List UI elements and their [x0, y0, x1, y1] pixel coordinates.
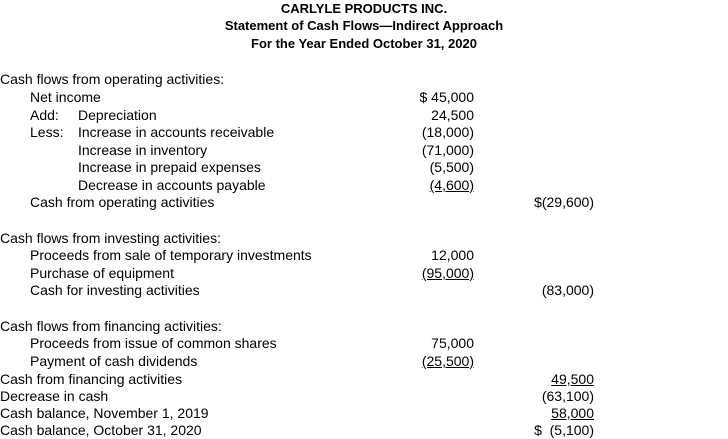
dividends-label: Payment of cash dividends	[30, 353, 198, 369]
decrease-value: (63,100)	[541, 388, 594, 404]
dividends-value: (25,500)	[421, 353, 474, 369]
temp-investments-row	[0, 246, 728, 264]
inventory-label: Increase in inventory	[78, 142, 208, 158]
accounts-receivable-row	[0, 123, 728, 141]
end-balance-row	[0, 421, 728, 439]
company-name: CARLYLE PRODUCTS INC.	[280, 1, 448, 16]
financing-total-row	[0, 370, 728, 388]
add-prefix: Add:	[30, 107, 59, 123]
equipment-row	[0, 264, 728, 282]
decrease-row	[0, 387, 728, 405]
equipment-label: Purchase of equipment	[30, 265, 174, 281]
investing-total-label: Cash for investing activities	[30, 282, 200, 298]
prepaid-label: Increase in prepaid expenses	[78, 159, 261, 175]
begin-balance-value: 58,000	[551, 405, 594, 421]
dividends-row	[0, 352, 728, 370]
net-income-label: Net income	[30, 89, 101, 105]
accounts-receivable-label: Increase in accounts receivable	[78, 124, 275, 140]
depreciation-row	[0, 106, 728, 124]
investing-total-row	[0, 281, 728, 299]
accounts-payable-label: Decrease in accounts payable	[78, 177, 266, 193]
net-income-row	[0, 88, 728, 106]
inventory-value: (71,000)	[421, 142, 474, 158]
equipment-value: (95,000)	[421, 265, 474, 281]
operating-total-label: Cash from operating activities	[30, 194, 215, 210]
statement-period: For the Year Ended October 31, 2020	[251, 36, 477, 51]
depreciation-label: Depreciation	[78, 107, 157, 123]
investing-total-value: (83,000)	[541, 282, 594, 298]
statement-title: Statement of Cash Flows—Indirect Approach	[224, 18, 504, 33]
net-income-value: $ 45,000	[419, 89, 474, 105]
inventory-row	[0, 141, 728, 159]
end-balance-value: $ (5,100)	[534, 422, 594, 438]
end-balance-label: Cash balance, October 31, 2020	[0, 422, 202, 438]
operating-heading: Cash flows from operating activities:	[0, 71, 225, 87]
prepaid-value: (5,500)	[429, 159, 474, 175]
financing-heading-row	[0, 317, 728, 335]
common-shares-label: Proceeds from issue of common shares	[30, 335, 277, 351]
financing-total-value: 49,500	[551, 371, 594, 387]
common-shares-row	[0, 334, 728, 352]
temp-investments-value: 12,000	[431, 247, 474, 263]
investing-heading-row	[0, 229, 728, 247]
temp-investments-label: Proceeds from sale of temporary investments	[30, 247, 312, 263]
financing-heading: Cash flows from financing activities:	[0, 318, 222, 334]
operating-heading-row	[0, 70, 728, 88]
prepaid-row	[0, 158, 728, 176]
less-prefix: Less:	[30, 124, 64, 140]
common-shares-value: 75,000	[431, 335, 474, 351]
operating-total-row	[0, 193, 728, 211]
begin-balance-label: Cash balance, November 1, 2019	[0, 405, 209, 421]
decrease-label: Decrease in cash	[0, 388, 109, 404]
accounts-payable-value: (4,600)	[429, 177, 474, 193]
investing-heading: Cash flows from investing activities:	[0, 230, 221, 246]
depreciation-value: 24,500	[431, 107, 474, 123]
begin-balance-row	[0, 404, 728, 422]
accounts-receivable-value: (18,000)	[421, 124, 474, 140]
operating-total-value: $(29,600)	[534, 194, 594, 210]
financing-total-label: Cash from financing activities	[0, 371, 183, 387]
accounts-payable-row	[0, 176, 728, 194]
